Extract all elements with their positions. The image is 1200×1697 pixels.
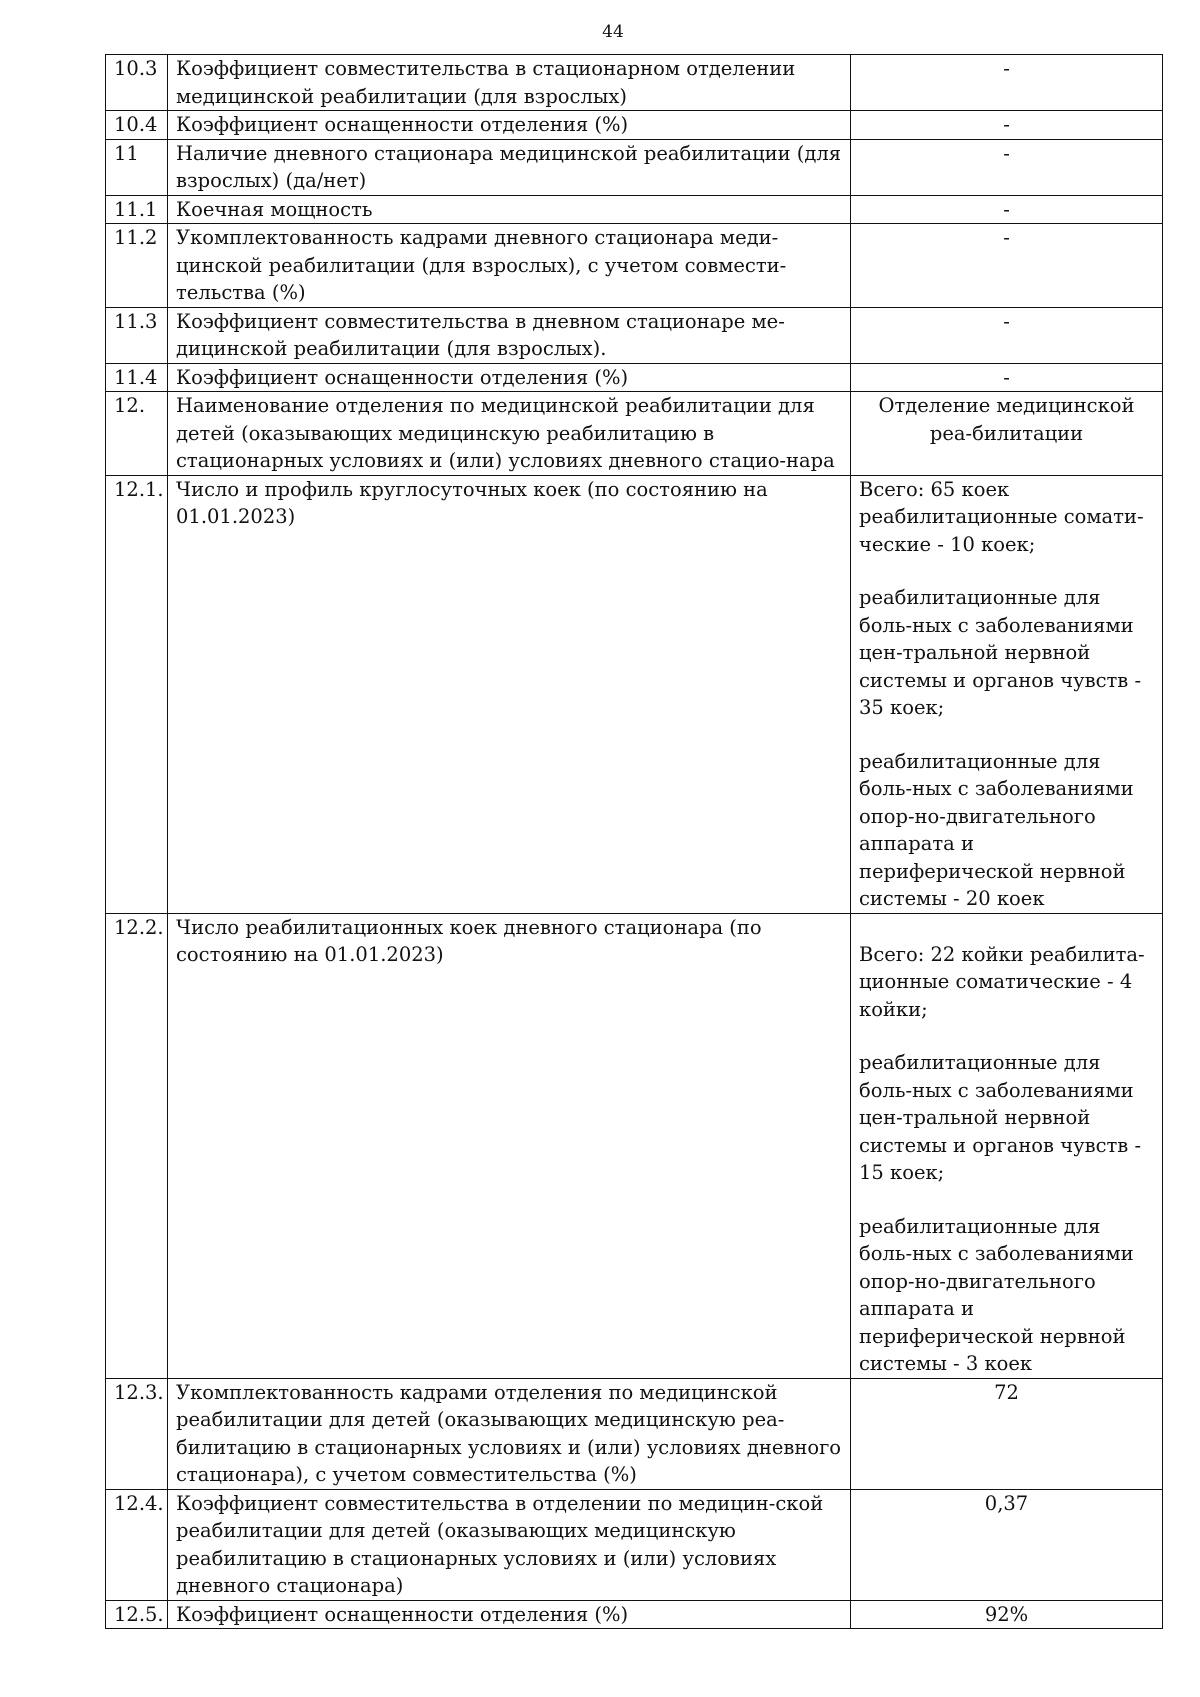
table-row	[106, 224, 1163, 308]
table-row	[106, 307, 1163, 363]
row-number: 11.2	[106, 224, 168, 308]
value-part: реабилитационные для боль-ных с заболеваниями цен-тральной нервной системы и органов чувств - 15 коек;	[859, 1051, 1142, 1184]
row-number: 10.3	[106, 55, 168, 111]
row-label: Коэффициент оснащенности отделения (%)	[168, 111, 851, 140]
row-value: 92%	[851, 1600, 1163, 1629]
page-number: 44	[602, 22, 624, 42]
row-label: Укомплектованность кадрами отделения по медицинской реабилитации для детей (оказывающих медицинскую реа-билитацию в стационарных условиях и (или) условиях дневного стационара), с учетом совместительства (%)	[168, 1378, 851, 1489]
table-row	[106, 195, 1163, 224]
row-number: 11	[106, 139, 168, 195]
row-number: 12.3.	[106, 1378, 168, 1489]
row-value: -	[851, 224, 1163, 308]
table-row	[106, 475, 1163, 913]
row-value	[851, 913, 1163, 1378]
row-label: Коэффициент совместительства в отделении по медицин-ской реабилитации для детей (оказывающих медицинскую реабилитацию в стационарных условиях и (или) условиях дневного стационара)	[168, 1489, 851, 1600]
table-row	[106, 139, 1163, 195]
row-label: Наличие дневного стационара медицинской реабилитации (для взрослых) (да/нет)	[168, 139, 851, 195]
row-value: -	[851, 139, 1163, 195]
row-value: -	[851, 195, 1163, 224]
table-row	[106, 55, 1163, 111]
data-table	[105, 54, 1163, 1629]
row-value: Отделение медицинской реа-билитации	[851, 392, 1163, 476]
row-value: -	[851, 363, 1163, 392]
row-number: 10.4	[106, 111, 168, 140]
row-label: Число реабилитационных коек дневного стационара (по состоянию на 01.01.2023)	[168, 913, 851, 1378]
row-label: Коэффициент оснащенности отделения (%)	[168, 363, 851, 392]
row-value: -	[851, 307, 1163, 363]
row-label: Укомплектованность кадрами дневного стационара меди-цинской реабилитации (для взрослых), с учетом совмести-тельства (%)	[168, 224, 851, 308]
table-row	[106, 913, 1163, 1378]
row-label: Коэффициент оснащенности отделения (%)	[168, 1600, 851, 1629]
row-label: Коэффициент совместительства в стационарном отделении медицинской реабилитации (для взрослых)	[168, 55, 851, 111]
row-value: -	[851, 111, 1163, 140]
row-value: -	[851, 55, 1163, 111]
row-number: 12.	[106, 392, 168, 476]
row-number: 11.3	[106, 307, 168, 363]
value-part: реабилитационные для боль-ных с заболеваниями опор-но-двигательного аппарата и периферической нервной системы - 3 коек	[859, 1214, 1134, 1375]
row-label: Наименование отделения по медицинской реабилитации для детей (оказывающих медицинскую реабилитацию в стационарных условиях и (или) условиях дневного стацио-нара	[168, 392, 851, 476]
row-value: 0,37	[851, 1489, 1163, 1600]
row-number: 12.4.	[106, 1489, 168, 1600]
row-label: Число и профиль круглосуточных коек (по состоянию на 01.01.2023)	[168, 475, 851, 913]
row-number: 12.5.	[106, 1600, 168, 1629]
row-number: 11.1	[106, 195, 168, 224]
row-value: 72	[851, 1378, 1163, 1489]
value-part: реабилитационные для боль-ных с заболеваниями цен-тральной нервной системы и органов чувств - 35 коек;	[859, 586, 1142, 719]
table-row	[106, 392, 1163, 476]
value-part: реабилитационные для боль-ных с заболеваниями опор-но-двигательного аппарата и периферической нервной системы - 20 коек	[859, 749, 1134, 910]
value-part: Всего: 65 коек реабилитационные сомати-ческие - 10 коек;	[859, 477, 1144, 556]
row-label: Коэффициент совместительства в дневном стационаре ме-дицинской реабилитации (для взрослых).	[168, 307, 851, 363]
row-value	[851, 475, 1163, 913]
table-row	[106, 1600, 1163, 1629]
row-number: 11.4	[106, 363, 168, 392]
table-row	[106, 111, 1163, 140]
row-number: 12.1.	[106, 475, 168, 913]
value-part: Всего: 22 койки реабилита-ционные соматические - 4 койки;	[859, 942, 1145, 1021]
table-row	[106, 1489, 1163, 1600]
row-number: 12.2.	[106, 913, 168, 1378]
table-row	[106, 1378, 1163, 1489]
table-row	[106, 363, 1163, 392]
row-label: Коечная мощность	[168, 195, 851, 224]
